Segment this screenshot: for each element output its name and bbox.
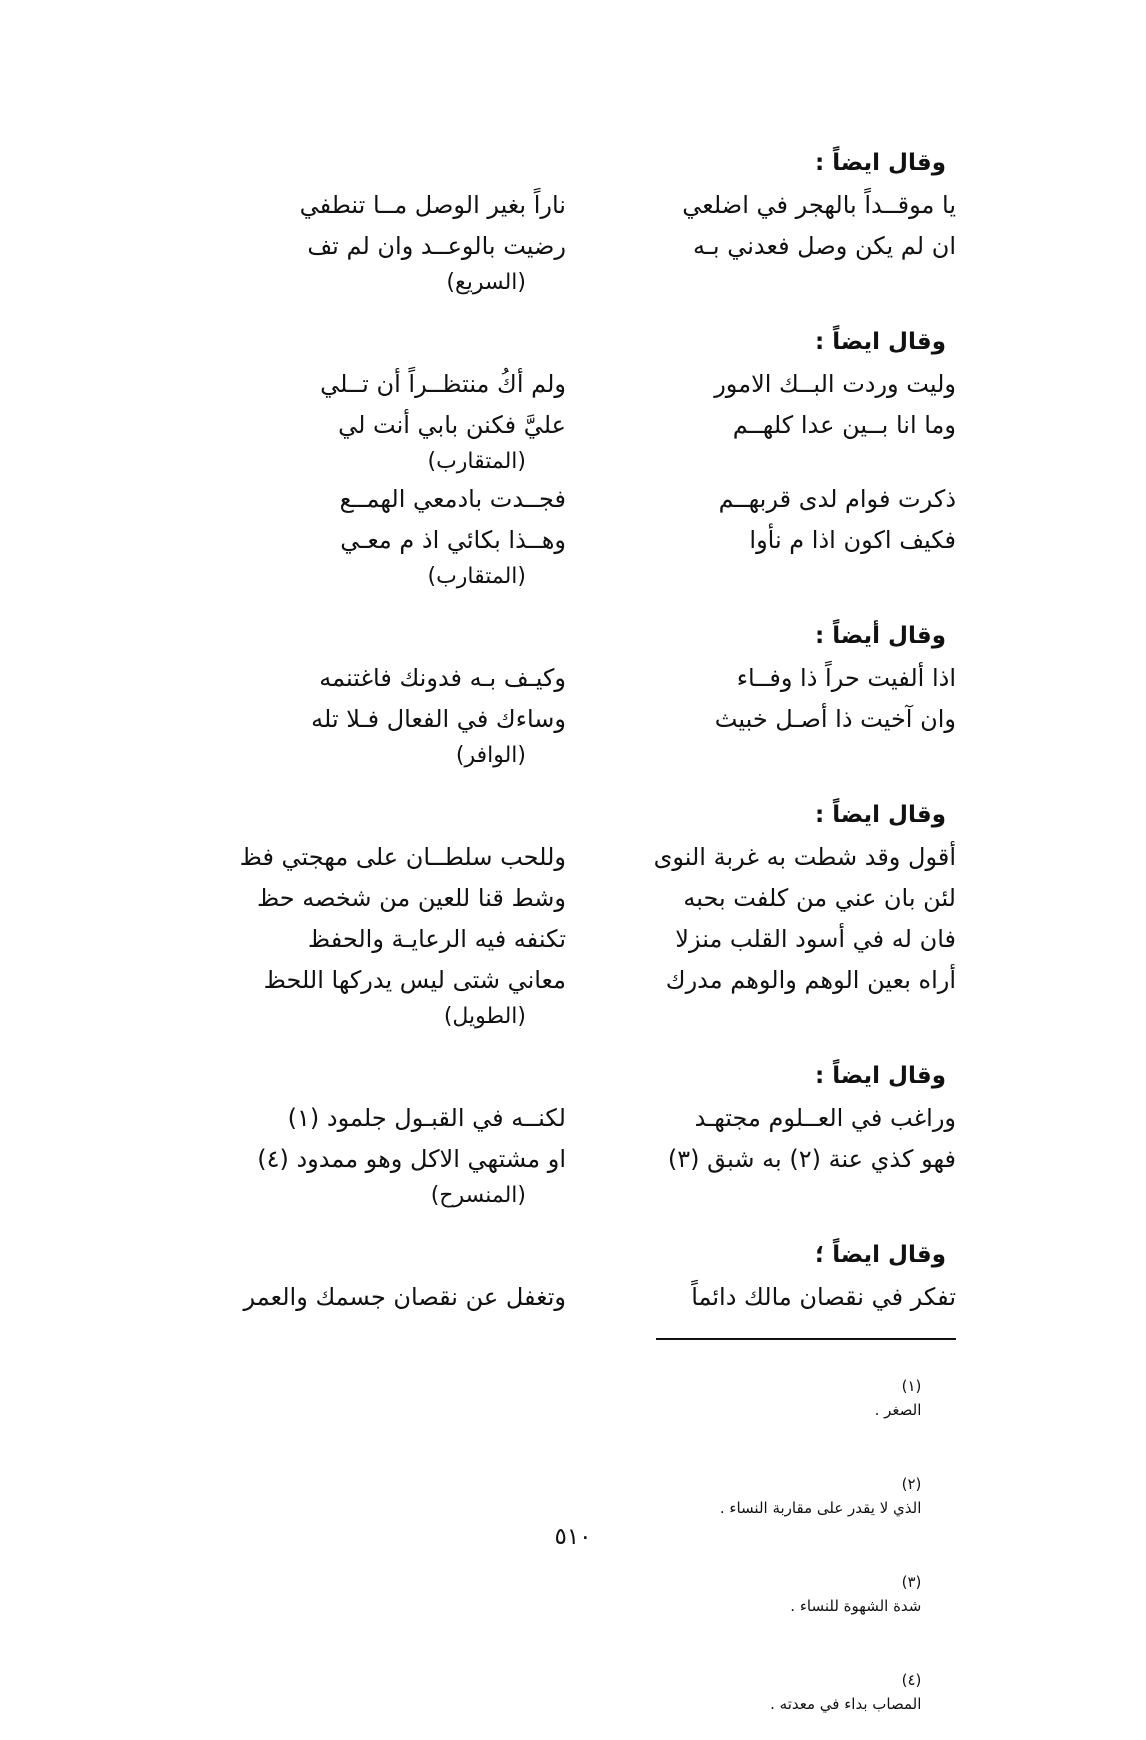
hemistich-first: أقول وقد شطت به غربة النوى xyxy=(653,843,956,871)
footnote-text: الصغر . xyxy=(874,1401,922,1419)
meter-text: (المتقارب) xyxy=(427,449,526,474)
verse-line xyxy=(180,842,956,872)
hemistich-second: عليَّ فكنن بابي أنت لي xyxy=(338,411,566,439)
poem-section-5 xyxy=(180,1063,956,1208)
meter-text: (الوافر) xyxy=(455,743,526,768)
verse-block xyxy=(180,663,956,768)
hemistich-second: او مشتهي الاكل وهو ممدود (٤) xyxy=(257,1145,566,1173)
meter-label xyxy=(180,564,956,589)
hemistich-second: تكنفه فيه الرعايـة والحفظ xyxy=(307,925,566,953)
hemistich-second: وتغفل عن نقصان جسمك والعمر xyxy=(243,1283,566,1311)
verse-line xyxy=(180,883,956,913)
footnote-number: (٣) xyxy=(901,1573,922,1591)
hemistich-second: وهــذا بكائي اذ م معـي xyxy=(340,526,566,554)
footnote-item xyxy=(180,1350,950,1446)
verse-line xyxy=(180,704,956,734)
meter-label xyxy=(180,449,956,474)
verse-line xyxy=(180,1103,956,1133)
section-heading: وقال أيضاً : xyxy=(815,623,946,649)
verse-block xyxy=(180,369,956,589)
hemistich-second: وللحب سلطــان على مهجتي فظ xyxy=(239,843,566,871)
hemistich-second: وشط قنا للعين من شخصه حظ xyxy=(256,884,566,912)
hemistich-first: أراه بعين الوهم والوهم مدرك xyxy=(665,966,956,994)
hemistich-second: لكنــه في القبـول جلمود (١) xyxy=(287,1104,566,1132)
hemistich-first: ان لم يكن وصل فعدني بـه xyxy=(693,232,956,260)
hemistich-second: ناراً بغير الوصل مــا تنطفي xyxy=(299,191,566,219)
footnote-text: الذي لا يقدر على مقاربة النساء . xyxy=(719,1499,922,1517)
section-heading: وقال ايضاً : xyxy=(815,1063,946,1089)
poem-section-1 xyxy=(180,150,956,295)
verse-block xyxy=(180,190,956,295)
hemistich-first: فهو كذي عنة (٢) به شبق (٣) xyxy=(667,1145,956,1173)
hemistich-second: فجــدت بادمعي الهمــع xyxy=(339,485,566,513)
hemistich-first: لئن بان عني من كلفت بحبه xyxy=(683,884,956,912)
meter-text: (المتقارب) xyxy=(427,564,526,589)
hemistich-first: اذا ألفيت حراً ذا وفــاء xyxy=(736,664,956,692)
poem-section-2 xyxy=(180,329,956,589)
verse-block xyxy=(180,842,956,1029)
verse-line xyxy=(180,1144,956,1174)
hemistich-first: وليت وردت البــك الامور xyxy=(714,370,956,398)
section-heading: وقال ايضاً : xyxy=(815,802,946,828)
hemistich-first: وان آخيت ذا أصـل خبيث xyxy=(714,705,956,733)
hemistich-first: تفكر في نقصان مالك دائماً xyxy=(691,1283,956,1311)
footnote-number: (٢) xyxy=(901,1475,922,1493)
section-heading: وقال ايضاً : xyxy=(815,329,946,355)
footnote-divider xyxy=(656,1338,956,1340)
hemistich-first: يا موقــداً بالهجر في اضلعي xyxy=(682,191,956,219)
footnote-item xyxy=(180,1546,950,1642)
verse-line xyxy=(180,1282,956,1312)
verse-line xyxy=(180,484,956,514)
hemistich-first: ذكرت فوام لدى قربهــم xyxy=(718,485,956,513)
verse-line xyxy=(180,190,956,220)
hemistich-second: رضيت بالوعــد وان لم تف xyxy=(307,232,566,260)
hemistich-first: فكيف اكون اذا م نأوا xyxy=(749,526,956,554)
hemistich-second: وكيـف بـه فدونك فاغتنمه xyxy=(319,664,566,692)
meter-text: (المنسرح) xyxy=(430,1183,526,1208)
verse-block xyxy=(180,1282,956,1312)
footnote-item xyxy=(180,1644,950,1740)
footnote-number: (٤) xyxy=(901,1671,922,1689)
hemistich-second: ولم أكُ منتظــراً أن تــلي xyxy=(320,370,566,398)
verse-line xyxy=(180,924,956,954)
footnote-number: (١) xyxy=(901,1377,922,1395)
hemistich-first: وراغب في العــلوم مجتهـد xyxy=(694,1104,956,1132)
poem-section-4 xyxy=(180,802,956,1029)
section-heading: وقال ايضاً ؛ xyxy=(815,1242,946,1268)
verse-line xyxy=(180,410,956,440)
hemistich-first: فان له في أسود القلب منزلا xyxy=(675,925,956,953)
meter-label xyxy=(180,270,956,295)
verse-line xyxy=(180,231,956,261)
meter-text: (الطويل) xyxy=(443,1004,526,1029)
verse-block xyxy=(180,1103,956,1208)
meter-label xyxy=(180,1183,956,1208)
poem-section-3 xyxy=(180,623,956,768)
verse-line xyxy=(180,965,956,995)
poem-section-6 xyxy=(180,1242,956,1312)
page-number: ٥١٠ xyxy=(554,1524,592,1550)
footnote-text: المصاب بداء في معدته . xyxy=(770,1695,922,1713)
meter-label xyxy=(180,743,956,768)
hemistich-first: وما انا بــين عدا كلهــم xyxy=(732,411,956,439)
verse-line xyxy=(180,663,956,693)
verse-line xyxy=(180,525,956,555)
meter-label xyxy=(180,1004,956,1029)
section-heading: وقال ايضاً : xyxy=(815,150,946,176)
hemistich-second: وساءك في الفعال فـلا تله xyxy=(311,705,566,733)
verse-line xyxy=(180,369,956,399)
meter-text: (السريع) xyxy=(446,270,526,295)
footnote-text: شدة الشهوة للنساء . xyxy=(790,1597,922,1615)
hemistich-second: معاني شتى ليس يدركها اللحظ xyxy=(263,966,566,994)
